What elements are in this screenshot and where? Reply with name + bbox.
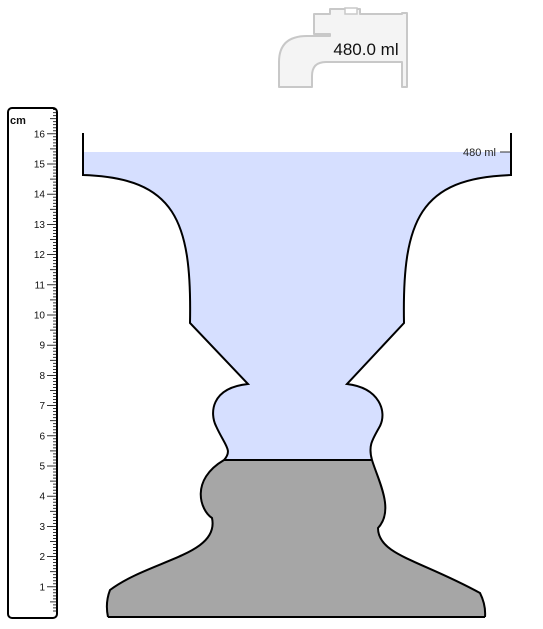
ruler-label: 8 xyxy=(39,370,45,382)
ruler-label: 10 xyxy=(33,310,45,322)
tap-volume-readout: 480.0 ml xyxy=(333,40,399,59)
ruler-label: 4 xyxy=(39,491,45,503)
ruler-label: 5 xyxy=(39,461,45,473)
sand-fill xyxy=(107,460,485,617)
ruler-label: 12 xyxy=(33,250,45,262)
ruler-label: 1 xyxy=(39,582,45,594)
ruler[interactable] xyxy=(8,108,57,618)
ruler-unit-label: cm xyxy=(10,115,26,127)
ruler-label: 2 xyxy=(39,552,45,564)
ruler-label: 15 xyxy=(33,159,45,171)
ruler-label: 3 xyxy=(39,521,45,533)
ruler-label: 13 xyxy=(33,219,45,231)
vase xyxy=(83,133,511,617)
ruler-label: 16 xyxy=(33,129,45,141)
ruler-label: 7 xyxy=(39,401,45,413)
ruler-label: 9 xyxy=(39,340,45,352)
ruler-label: 14 xyxy=(33,189,45,201)
water-fill xyxy=(83,152,511,460)
water-level-label: 480 ml xyxy=(462,147,496,159)
ruler-label: 11 xyxy=(34,280,45,292)
ruler-label: 6 xyxy=(39,431,45,443)
